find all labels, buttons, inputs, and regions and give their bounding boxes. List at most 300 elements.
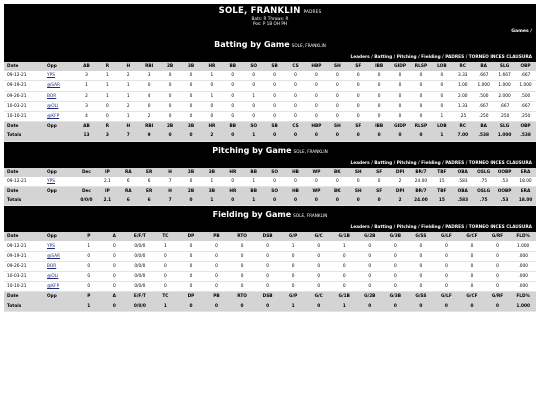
stat-cell: 0 [357,241,383,251]
stat-cell: 0 [434,261,460,271]
table-row [4,282,536,292]
col-header-2b: 2B [181,168,202,177]
stat-cell: 0 [204,261,230,271]
stat-cell: 0 [369,111,390,121]
stat-cell: 0 [369,71,390,81]
stat-cell: 0 [201,111,222,121]
stat-cell: 0 [348,71,369,81]
pitching-section-header [4,142,536,168]
stat-cell: 0 [243,71,264,81]
total-cell: 1 [280,302,306,312]
games-link[interactable]: Games / [511,29,532,34]
total-cell: 1 [243,196,264,206]
stat-cell: 0 [434,272,460,282]
stat-cell: 0 [408,261,434,271]
stat-cell: 0 [357,272,383,282]
stat-cell: 0 [411,91,432,101]
stat-cell: 4 [76,111,97,121]
opponent-link[interactable]: @KFP [44,111,76,121]
stat-cell: 0 [181,81,202,91]
col-header-g-c: G/C [306,292,332,302]
total-cell: 0 [222,196,243,206]
pitching-nav-links[interactable]: Leaders / Batting / Pitching / Fielding / PADRES / TORNEO INCES CLAUSURA [350,160,532,166]
stat-cell: 3 [139,71,160,81]
stat-cell: 0 [264,81,285,91]
col-header-g-p: G/P [280,292,306,302]
opponent-link[interactable]: @OLI [44,101,76,111]
stat-cell: 0 [431,71,452,81]
col-header-g-cf: G/CF [459,232,485,241]
stat-cell: 0 [229,272,255,282]
stat-cell: 0 [411,111,432,121]
pitching-title-line [4,146,536,155]
col-header-bb: BB [222,62,243,71]
col-header-p: P [76,292,102,302]
stat-cell: 0 [139,81,160,91]
total-cell: 0 [408,302,434,312]
stat-cell: 0 [431,101,452,111]
col-header-2b: 2B [160,62,181,71]
stat-cell: 0 [204,272,230,282]
opponent-link[interactable]: YPS [44,71,76,81]
total-cell: .583 [452,196,473,206]
col-header-rc: RC [452,122,473,132]
fielding-header-row [4,232,536,241]
opponent-link[interactable]: @SAR [44,251,76,261]
table-row [4,272,536,282]
opponent-link[interactable]: @OLI [44,272,76,282]
total-cell: 24.00 [411,196,432,206]
stat-cell: 0 [434,241,460,251]
col-header-tbf: TBF [431,168,452,177]
stat-cell: .000 [510,272,536,282]
stat-cell: 1 [76,241,102,251]
col-header-e-f-t: E/F/T [127,232,153,241]
stat-cell: 0 [348,101,369,111]
col-header-date: Date [4,122,44,132]
stat-cell: 0 [229,261,255,271]
stat-cell: 0 [181,111,202,121]
stat-cell: 1.000 [494,81,515,91]
game-date: 09-12-21 [4,241,44,251]
col-header-sb: SB [264,122,285,132]
col-header-3b: 3B [201,168,222,177]
col-header-lob: LOB [431,122,452,132]
total-cell: .538 [473,131,494,141]
player-name-line [4,6,536,16]
stat-cell: 0 [153,261,179,271]
stat-cell: 0 [408,272,434,282]
table-row [4,111,536,121]
col-header-g-cf: G/CF [459,292,485,302]
total-cell: 1 [331,302,357,312]
stat-cell: 0 [255,272,281,282]
opponent-link[interactable]: BOR [44,91,76,101]
stat-cell: .250 [515,111,536,121]
total-cell: 13 [76,131,97,141]
stat-cell: .667 [515,101,536,111]
col-header-r: R [97,122,118,132]
stat-cell: 0 [485,261,511,271]
col-header-g-3b: G/3B [383,292,409,302]
stat-cell: 1.000 [473,81,494,91]
stat-cell: 0 [178,261,204,271]
stat-cell: 0 [160,71,181,81]
stat-cell: 0/0/0 [127,282,153,292]
total-cell: .538 [515,131,536,141]
stat-cell: 0 [222,177,243,187]
stat-cell: 0 [306,91,327,101]
stat-cell: 3.33 [452,71,473,81]
col-header-dec: Dec [76,168,97,177]
stat-cell: 3 [76,71,97,81]
fielding-nav-links[interactable]: Leaders / Batting / Pitching / Fielding / PADRES / TORNEO INCES CLAUSURA [350,225,532,231]
col-header-opp: Opp [44,232,76,241]
stat-cell: 0 [331,261,357,271]
stat-cell: 0 [327,101,348,111]
total-cell: 7 [160,196,181,206]
stat-cell: .667 [473,101,494,111]
fielding-section-header [4,206,536,232]
stat-cell: 0 [280,251,306,261]
stat-cell: 1 [243,177,264,187]
stat-cell: 0 [383,251,409,261]
stat-cell: 24.00 [411,177,432,187]
stat-cell: 0 [408,282,434,292]
table-row [4,91,536,101]
col-header-h: H [118,122,139,132]
stat-cell: 0 [434,251,460,261]
col-header-hb: HB [285,186,306,196]
fielding-title-line [4,210,536,219]
col-header-er: ER [139,168,160,177]
total-cell: .75 [473,196,494,206]
col-header-pb: PB [204,292,230,302]
col-header-oslg: OSLG [473,186,494,196]
stat-cell: 3 [76,101,97,111]
stat-cell: 0 [369,101,390,111]
col-header-sf: SF [348,122,369,132]
stat-cell: 0 [411,71,432,81]
stat-cell: 0 [243,111,264,121]
col-header-dsb: DSB [255,232,281,241]
batting-title-line [4,40,536,49]
player-header [4,4,536,36]
total-cell: 1 [201,196,222,206]
col-header-sb: SB [264,62,285,71]
stat-cell: 1 [201,71,222,81]
stat-cell: 0 [306,241,332,251]
stat-cell: 0 [306,101,327,111]
stat-cell: 0 [327,81,348,91]
stat-cell: 0 [102,241,128,251]
total-cell: 0 [306,131,327,141]
col-header-g-2b: G/2B [357,232,383,241]
total-cell: 7.00 [452,131,473,141]
opponent-link[interactable]: BOR [44,261,76,271]
col-header-e-f-t: E/F/T [127,292,153,302]
stat-cell: 0 [178,282,204,292]
col-header-hr: HR [201,62,222,71]
col-header-g-3b: G/3B [383,232,409,241]
stat-cell: 0 [97,101,118,111]
total-cell: 0 [264,131,285,141]
stat-cell: 0 [327,111,348,121]
stat-cell: 1 [201,177,222,187]
stat-cell: 0 [327,177,348,187]
stat-cell: 0 [348,91,369,101]
col-header-p: P [76,232,102,241]
stat-cell: 0 [229,282,255,292]
col-header-ba: BA [473,122,494,132]
col-header-wp: WP [306,168,327,177]
col-header-date: Date [4,232,44,241]
col-header-ab: AB [76,62,97,71]
stat-cell: 4 [139,91,160,101]
total-cell: 18.00 [515,196,536,206]
stat-cell: 0 [153,251,179,261]
fielding-body [4,241,536,291]
total-cell: 1.000 [494,131,515,141]
col-header-slg: SLG [494,62,515,71]
opponent-link[interactable]: @KFP [44,282,76,292]
total-cell: 3 [97,131,118,141]
stat-cell: 1 [431,111,452,121]
stat-cell: 0 [383,261,409,271]
batting-table [4,62,536,142]
total-cell: 0 [369,131,390,141]
col-header-hr: HR [222,186,243,196]
stat-cell: 0 [102,282,128,292]
stat-cell: 0 [485,272,511,282]
col-header-so: SO [243,62,264,71]
stat-cell: 0 [76,261,102,271]
stat-cell: 1.000 [510,241,536,251]
stat-cell: 0 [306,261,332,271]
stat-cell: 0 [306,111,327,121]
stat-cell: 0 [285,81,306,91]
stat-cell: .583 [452,177,473,187]
col-header-a: A [102,232,128,241]
table-row [4,101,536,111]
col-header-ip: IP [97,186,118,196]
total-cell: 0 [178,302,204,312]
col-header-3b: 3B [181,62,202,71]
stat-cell: 0 [139,101,160,111]
col-header-date: Date [4,292,44,302]
stat-cell: 0 [160,91,181,101]
stat-cell: 0 [459,251,485,261]
total-cell: 1 [153,302,179,312]
opponent-link[interactable]: @SAR [44,81,76,91]
stat-cell: 0 [331,272,357,282]
stat-cell: 0 [264,91,285,101]
stat-cell: 0 [280,261,306,271]
stat-cell: .500 [515,91,536,101]
col-header-oba: OBA [452,168,473,177]
col-header-2b: 2B [160,122,181,132]
stat-cell: 0 [306,81,327,91]
col-header-date: Date [4,62,44,71]
stat-cell: 1 [243,91,264,101]
col-header-3b: 3B [201,186,222,196]
col-header-sf: SF [369,186,390,196]
col-header-g-lf: G/LF [434,232,460,241]
fielding-totals-row [4,302,536,312]
col-header-opp: Opp [44,62,76,71]
pitching-footer-header-row [4,186,536,196]
stat-cell: .250 [494,111,515,121]
col-header-ba: BA [473,62,494,71]
stat-cell: 0 [459,241,485,251]
stat-cell: 0 [327,91,348,101]
stat-cell: 0 [264,111,285,121]
stat-cell: 2 [390,177,411,187]
stat-cell: 0 [485,251,511,261]
col-header-dec: Dec [76,186,97,196]
col-header-era: ERA [515,186,536,196]
col-header-sf: SF [369,168,390,177]
col-header-a: A [102,292,128,302]
stat-cell: 0 [204,251,230,261]
game-date: 09-12-21 [4,177,44,187]
col-header-g-2b: G/2B [357,292,383,302]
stat-cell: 0 [369,177,390,187]
col-header-hbp: HBP [306,122,327,132]
col-header-ibb: IBB [369,122,390,132]
stat-cell: 0 [178,241,204,251]
total-cell: 0 [204,302,230,312]
stat-cell: 6 [139,177,160,187]
col-header-rlsp: RLSP [411,62,432,71]
col-header-era: ERA [515,168,536,177]
stat-cell: 0 [434,282,460,292]
col-header-hb: HB [285,168,306,177]
stat-cell: 0 [390,71,411,81]
stat-cell: 0 [390,81,411,91]
totals-label: Totals [4,302,44,312]
table-row [4,251,536,261]
col-header-date: Date [4,168,44,177]
stat-cell: 0 [459,261,485,271]
stat-cell: .667 [515,71,536,81]
stat-cell: 0 [264,71,285,81]
total-cell [44,196,76,206]
stat-cell: 0 [357,251,383,261]
total-cell: 7 [118,131,139,141]
col-header-bk: BK [327,186,348,196]
col-header-rc: RC [452,62,473,71]
stat-cell: .75 [473,177,494,187]
col-header-ab: AB [76,122,97,132]
stat-cell: 0 [348,177,369,187]
col-header-dpi: DPI [390,168,411,177]
stat-cell: 0 [369,91,390,101]
pitching-table [4,168,536,207]
stat-cell: .53 [494,177,515,187]
col-header-dp: DP [178,232,204,241]
batting-nav-links[interactable]: Leaders / Batting / Pitching / Fielding / PADRES / TORNEO INCES CLAUSURA [350,55,532,60]
stat-cell: 1.000 [515,81,536,91]
col-header-bk: BK [327,168,348,177]
table-row [4,261,536,271]
stat-cell: 0/0/0 [127,251,153,261]
col-header-r: R [97,62,118,71]
stat-cell: 0 [485,282,511,292]
stat-cell: 0 [459,272,485,282]
col-header-sh: SH [348,168,369,177]
col-header-cs: CS [285,122,306,132]
total-cell: 0/0/0 [127,302,153,312]
col-header-3b: 3B [181,122,202,132]
stat-cell: 6 [118,177,139,187]
total-cell: 1 [76,302,102,312]
stat-cell: 0 [181,91,202,101]
total-cell: 0 [306,196,327,206]
col-header-g-ss: G/SS [408,292,434,302]
col-header-er: ER [139,186,160,196]
total-cell: 2 [390,196,411,206]
col-header-sf: SF [348,62,369,71]
stat-cell: 0 [306,71,327,81]
stat-cell: 0 [229,251,255,261]
stat-cell: 0 [204,241,230,251]
col-header-bb: BB [243,168,264,177]
col-header-g-1b: G/1B [331,232,357,241]
stat-cell: 0 [153,282,179,292]
col-header-hbp: HBP [306,62,327,71]
batting-body [4,71,536,121]
col-header-rto: RTO [229,292,255,302]
col-header-obp: OBP [515,62,536,71]
game-date: 10-03-21 [4,272,44,282]
stat-cell: 0 [383,272,409,282]
col-header-g-rf: G/RF [485,292,511,302]
stat-cell: 1 [118,81,139,91]
stat-cell: 2 [139,111,160,121]
stat-cell: 0 [97,111,118,121]
game-date: 10-10-21 [4,111,44,121]
pitching-title: Pitching by Game [212,145,292,155]
total-cell: 0 [102,302,128,312]
stat-cell: 0 [280,272,306,282]
batting-header-row [4,62,536,71]
stat-cell: 0 [255,282,281,292]
stat-cell: 0 [390,91,411,101]
table-row [4,177,536,187]
stat-cell: 0 [264,101,285,111]
total-cell: 0 [181,196,202,206]
stat-cell: 0 [331,251,357,261]
col-header-opp: Opp [44,168,76,177]
total-cell: 0 [181,131,202,141]
stat-cell: 0 [390,101,411,111]
total-cell: 0 [348,131,369,141]
stat-cell: 0 [222,71,243,81]
opponent-link[interactable]: YPS [44,177,76,187]
stat-cell: 2.1 [97,177,118,187]
total-cell: 6 [139,196,160,206]
stat-cell: 0 [285,71,306,81]
stat-cell: 15 [431,177,452,187]
total-cell: 1.000 [510,302,536,312]
game-date: 09-19-21 [4,81,44,91]
col-header-br-7: BR/7 [411,168,432,177]
stat-cell: 0 [390,111,411,121]
opponent-link[interactable]: YPS [44,241,76,251]
total-cell: .53 [494,196,515,206]
stat-cell: 2.000 [494,91,515,101]
